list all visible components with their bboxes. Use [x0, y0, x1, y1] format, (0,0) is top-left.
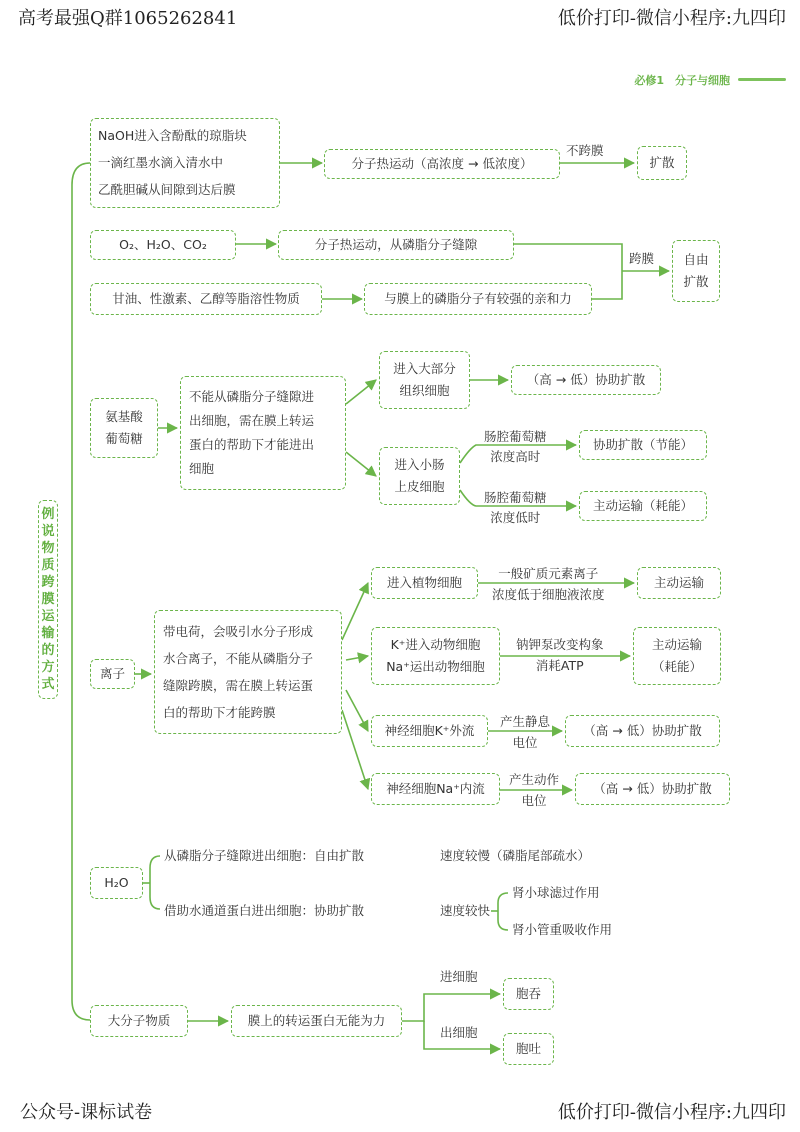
s3-branch2-box: [379, 447, 460, 505]
header-right-text: 低价打印-微信小程序:九四印: [557, 8, 786, 29]
s3-subject-line: 氨基酸: [105, 409, 143, 424]
s3-cond-b-label: [484, 488, 547, 528]
footer-right-text: 低价打印-微信小程序:九四印: [557, 1102, 786, 1123]
s4-cond1-line: 一般矿质元素离子: [498, 566, 599, 581]
s4-description-line: 白的帮助下才能跨膜: [163, 705, 276, 720]
s4-result1-box: 主动运输: [637, 567, 721, 599]
s3-subject-line: 葡萄糖: [105, 431, 143, 446]
s1-example: NaOH进入含酚酞的琼脂块: [98, 128, 247, 143]
s3-cond-a-line: 肠腔葡萄糖: [484, 429, 547, 444]
s3-result1-box: （高 → 低）协助扩散: [511, 365, 661, 395]
s3-subject-box: [90, 398, 158, 458]
s5-example-label: 肾小管重吸收作用: [512, 922, 613, 937]
s2-reason2-box: 与膜上的磷脂分子有较强的亲和力: [364, 283, 592, 315]
s4-branch1-box: 进入植物细胞: [371, 567, 478, 599]
s3-result-a-box: 协助扩散（节能）: [579, 430, 707, 460]
s2-result-box: [672, 240, 720, 302]
s1-example: 一滴红墨水滴入清水中: [98, 155, 224, 170]
s2-item1-box: O₂、H₂O、CO₂: [90, 230, 236, 260]
s4-description-line: 缝隙跨膜，需在膜上转运蛋: [163, 678, 314, 693]
s2-item2-box: 甘油、性激素、乙醇等脂溶性物质: [90, 283, 322, 315]
s4-description-line: 水合离子，不能从磷脂分子: [163, 651, 314, 666]
s3-branch2-line: 进入小肠: [394, 457, 445, 472]
s3-cond-a-label: [484, 427, 547, 467]
s4-result2-line: 主动运输: [651, 637, 702, 652]
s2-arrow-label: 跨膜: [629, 251, 655, 266]
s4-result3-box: （高 → 低）协助扩散: [565, 715, 720, 747]
s5-speed1-label: 速度较慢（磷脂尾部疏水）: [440, 848, 591, 863]
s3-cond-b-line: 浓度低时: [490, 510, 541, 525]
s4-cond3-line: 产生静息: [500, 714, 551, 729]
s1-examples-box: [90, 118, 280, 208]
s4-cond1-label: [492, 563, 605, 605]
s2-result-line: 自由: [683, 252, 709, 267]
s4-cond4-label: [509, 769, 559, 811]
s4-cond1-line: 浓度低于细胞液浓度: [492, 587, 605, 602]
s6-subject-box: 大分子物质: [90, 1005, 188, 1037]
s2-reason1-box: 分子热运动，从磷脂分子缝隙: [278, 230, 514, 260]
s4-branch2-box: [371, 627, 500, 685]
s4-description-box: [154, 610, 342, 734]
s4-branch4-box: 神经细胞Na⁺内流: [371, 773, 500, 805]
s4-cond2-line: 消耗ATP: [535, 658, 584, 673]
s4-cond3-line: 电位: [512, 735, 538, 750]
s3-branch1-box: [379, 351, 470, 409]
s4-cond3-label: [500, 711, 550, 753]
s3-description-line: 不能从磷脂分子缝隙进: [189, 389, 315, 404]
s6-description-box: 膜上的转运蛋白无能为力: [231, 1005, 402, 1037]
s3-description-line: 出细胞，需在膜上转运: [189, 413, 315, 428]
s4-cond2-line: 钠钾泵改变构象: [516, 637, 604, 652]
s3-branch1-line: 进入大部分: [393, 361, 456, 376]
s4-branch3-box: 神经细胞K⁺外流: [371, 715, 488, 747]
s3-description-box: [180, 376, 346, 490]
s4-cond2-label: [516, 634, 604, 676]
s3-cond-a-line: 浓度高时: [490, 449, 541, 464]
footer-left-text: 公众号-课标试卷: [20, 1102, 153, 1123]
s5-speed2-label: 速度较快: [440, 903, 491, 918]
s3-cond-b-line: 肠腔葡萄糖: [484, 490, 547, 505]
s3-result-b-box: 主动运输（耗能）: [579, 491, 707, 521]
s6-result-out-box: 胞吐: [503, 1033, 554, 1065]
main-bracket-line: [72, 163, 90, 1020]
s2-result-line: 扩散: [683, 274, 709, 289]
main-title: 例说物质跨膜运输的方式: [38, 500, 58, 699]
s1-arrow-label: 不跨膜: [566, 143, 604, 158]
s4-result2-line: （耗能）: [651, 659, 702, 674]
s6-label-out: 出细胞: [440, 1025, 478, 1040]
s4-branch2-line: Na⁺运出动物细胞: [386, 659, 485, 674]
header-left-text: 高考最强Q群1065262841: [18, 8, 238, 29]
s4-cond4-line: 电位: [521, 793, 547, 808]
s5-subject-box: H₂O: [90, 867, 143, 899]
s1-example: 乙酰胆碱从间隙到达后膜: [98, 182, 236, 197]
s1-mechanism-box: 分子热运动（高浓度 → 低浓度）: [324, 149, 560, 179]
s3-description-line: 细胞: [189, 461, 215, 476]
s3-branch1-line: 组织细胞: [399, 383, 450, 398]
s4-result4-box: （高 → 低）协助扩散: [575, 773, 730, 805]
s3-branch2-line: 上皮细胞: [394, 479, 445, 494]
s4-description-line: 带电荷，会吸引水分子形成: [163, 624, 314, 639]
s6-result-in-box: 胞吞: [503, 978, 554, 1010]
s5-path2-label: 借助水通道蛋白进出细胞：协助扩散: [164, 903, 365, 918]
chapter-label: 必修1 分子与细胞: [634, 74, 730, 87]
s5-path1-label: 从磷脂分子缝隙进出细胞：自由扩散: [164, 848, 365, 863]
s4-cond4-line: 产生动作: [509, 772, 560, 787]
s5-example-label: 肾小球滤过作用: [512, 885, 600, 900]
s6-label-in: 进细胞: [440, 969, 478, 984]
s1-result-box: 扩散: [637, 146, 687, 180]
s4-result2-box: [633, 627, 721, 685]
s4-subject-box: 离子: [90, 659, 135, 689]
s4-branch2-line: K⁺进入动物细胞: [390, 637, 481, 652]
s3-description-line: 蛋白的帮助下才能进出: [189, 437, 315, 452]
